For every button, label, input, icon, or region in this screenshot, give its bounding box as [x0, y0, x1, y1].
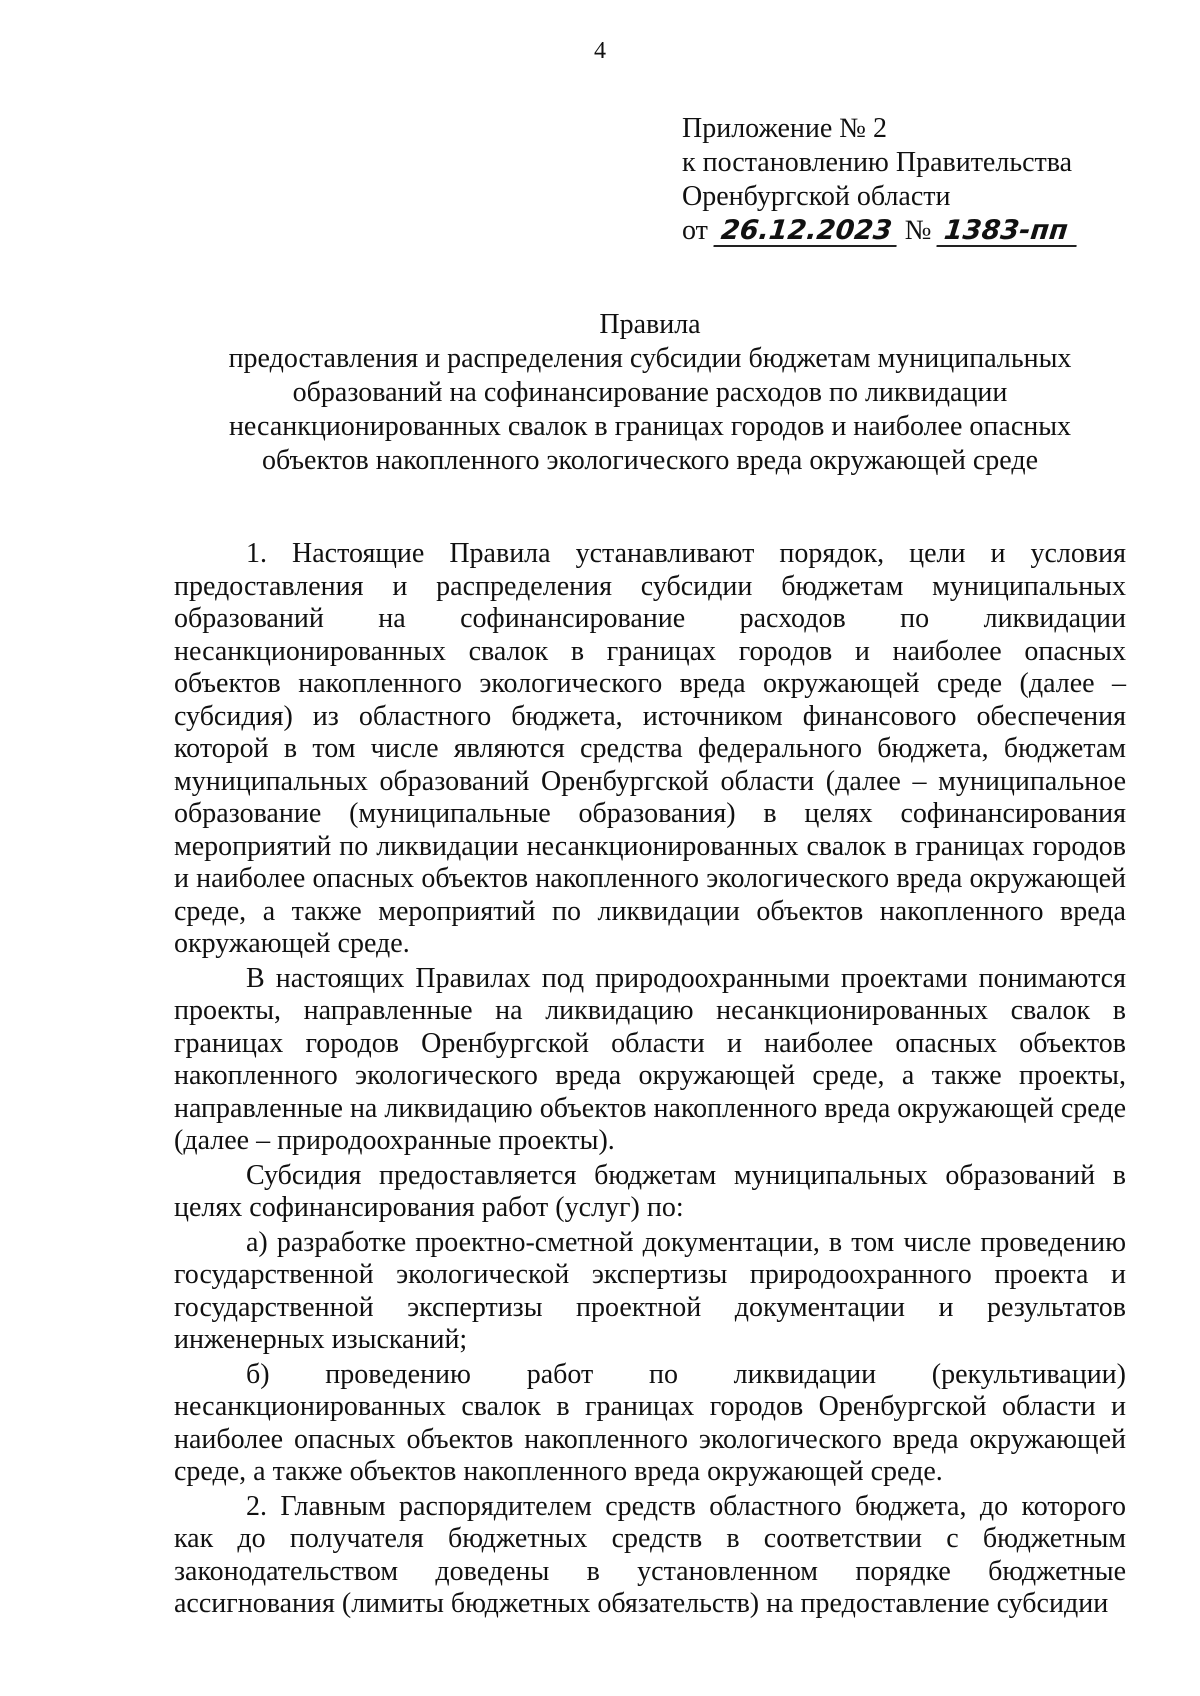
appendix-block — [682, 112, 1078, 248]
title-heading: Правила — [599, 309, 701, 340]
paragraph: В настоящих Правилах под природоохранными проектами понимаются проекты, направленные на ликвидацию несанкционированных свалок в границах городов Оренбургской области и наиболее опасных объектов накопленного экологического вреда окружающей среде, а также проекты, направленные на ликвидацию объектов накопленного вреда окружающей среде (далее – природоохранные проекты). — [174, 962, 1126, 1156]
number-prefix: № — [904, 215, 932, 246]
page-number: 4 — [594, 38, 606, 64]
document-title — [150, 308, 1150, 478]
date-prefix: от — [682, 215, 708, 246]
paragraph: Субсидия предоставляется бюджетам муниципальных образований в целях софинансирования работ (услуг) по: — [174, 1159, 1126, 1223]
title-line-3: несанкционированных свалок в границах городов и наиболее опасных — [228, 411, 1072, 442]
paragraph: 2. Главным распорядителем средств областного бюджета, до которого как до получателя бюджетных средств в соответствии с бюджетным законодательством доведены в установленном порядке бюджетные ассигнования (лимиты бюджетных обязательств) на предоставление субсидии — [174, 1490, 1126, 1619]
appendix-line-3: Оренбургской области — [682, 181, 951, 212]
paragraph: б) проведению работ по ликвидации (рекультивации) несанкционированных свалок в границах городов Оренбургской области и наиболее опасных объектов накопленного экологического вреда окружающей среде, а также объектов накопленного вреда окружающей среде. — [174, 1358, 1126, 1487]
body-text — [174, 538, 1126, 1623]
title-line-2: образований на софинансирование расходов по ликвидации — [292, 377, 1008, 408]
paragraph: 1. Настоящие Правила устанавливают порядок, цели и условия предоставления и распределения субсидии бюджетам муниципальных образований на софинансирование расходов по ликвидации несанкционированных свалок в границах городов и наиболее опасных объектов накопленного экологического вреда окружающей среде (далее – субсидия) из областного бюджета, источником финансового обеспечения которой в том числе являются средства федерального бюджета, бюджетам муниципальных образований Оренбургской области (далее – муниципальное образование (муниципальные образования) в целях софинансирования мероприятий по ликвидации несанкционированных свалок в границах городов и наиболее опасных объектов накопленного экологического вреда окружающей среде, а также мероприятий по ликвидации объектов накопленного вреда окружающей среде. — [174, 538, 1126, 959]
appendix-date-line — [682, 214, 1078, 248]
paragraph: а) разработке проектно-сметной документации, в том числе проведению государственной экологической экспертизы природоохранного проекта и государственной экспертизы проектной документации и результатов инженерных изысканий; — [174, 1226, 1126, 1355]
handwritten-number: 1383-пп — [937, 217, 1080, 247]
handwritten-date: 26.12.2023 — [713, 217, 899, 247]
title-line-4: объектов накопленного экологического вреда окружающей среде — [261, 445, 1039, 476]
appendix-line-2: к постановлению Правительства — [682, 147, 1073, 178]
appendix-line-1: Приложение № 2 — [682, 113, 887, 144]
title-line-1: предоставления и распределения субсидии бюджетам муниципальных — [228, 343, 1072, 374]
